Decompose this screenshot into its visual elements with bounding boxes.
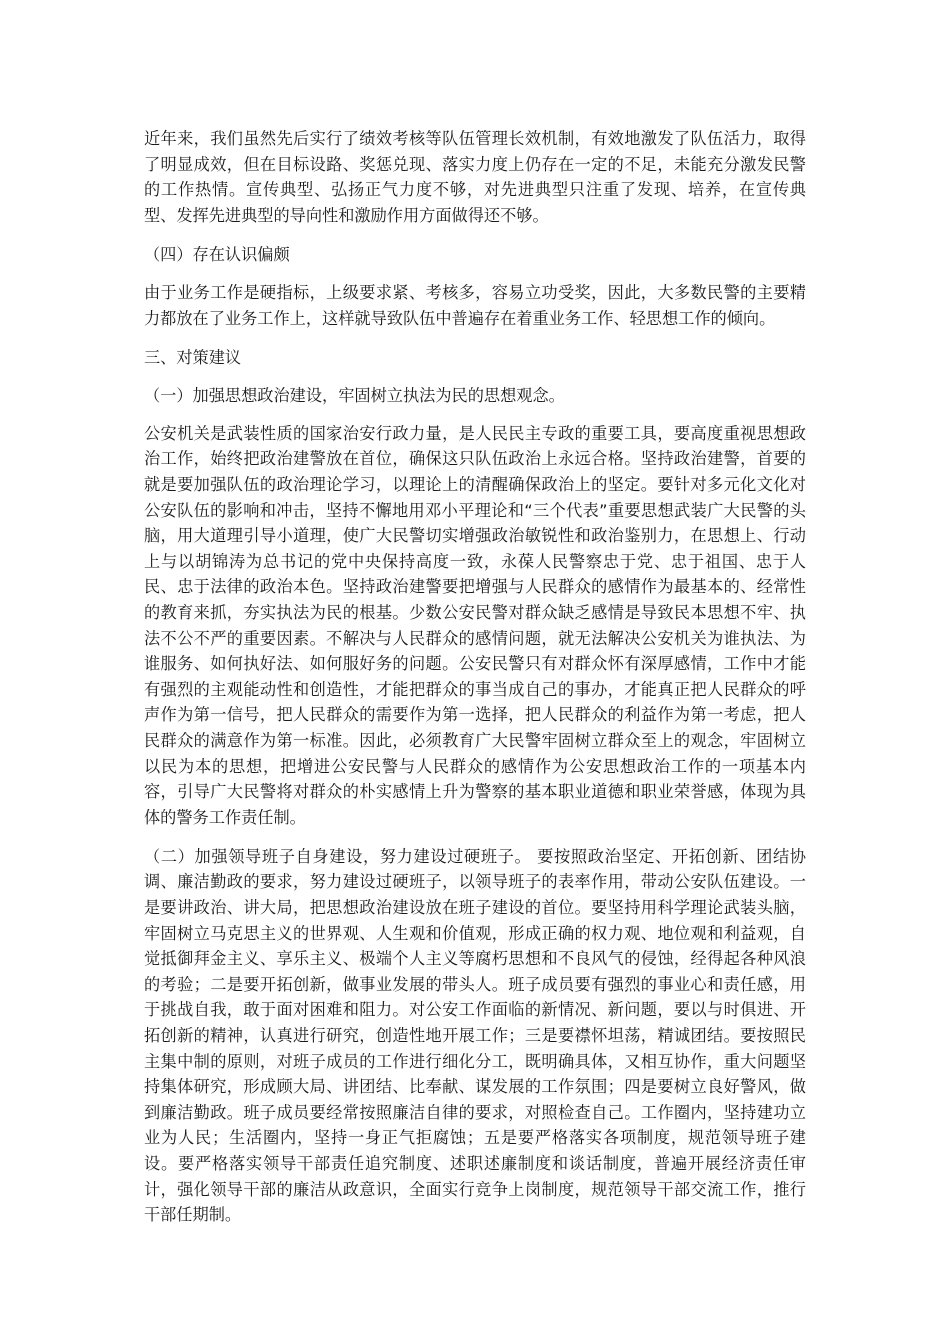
section-heading-cognitive-bias: （四）存在认识偏颇 <box>144 244 290 264</box>
paragraph-political-construction: 公安机关是武装性质的国家治安行政力量，是人民民主专政的重要工具，要高度重视思想政治工作，始终把政治建警放在首位，确保这只队伍政治上永远合格。坚持政治建警，首要的就是要加强队伍的政治理论学习，以理论上的清醒确保政治上的坚定。要针对多元化文化对公安队伍的影响和冲击，坚持不懈地用邓小平理论和“三个代表”重要思想武装广大民警的头脑，用大道理引导小道理，使广大民警切实增强政治敏锐性和政治鉴别力，在思想上、行动上与以胡锦涛为总书记的党中央保持高度一致，永葆人民警察忠于党、忠于祖国、忠于人民、忠于法律的政治本色。坚持政治建警要把增强与人民群众的感情作为最基本的、经常性的教育来抓，夯实执法为民的根基。少数公安民警对群众缺乏感情是导致民本思想不牢、执法不公不严的重要因素。不解决与人民群众的感情问题，就无法解决公安机关为谁执法、为谁服务、如何执好法、如何服好务的问题。公安民警只有对群众怀有深厚感情，工作中才能有强烈的主观能动性和创造性，才能把群众的事当成自己的事办，才能真正把人民群众的呼声作为第一信号，把人民群众的需要作为第一选择，把人民群众的利益作为第一考虑，把人民群众的满意作为第一标准。因此，必须教育广大民警牢固树立群众至上的观念，牢固树立以民为本的思想，把增进公安民警与人民群众的感情作为公安思想政治工作的一项基本内容，引导广大民警将对群众的朴实感情上升为警察的基本职业道德和职业荣誉感，体现为具体的警务工作责任制。 <box>144 423 806 827</box>
paragraph-leadership-construction: （二）加强领导班子自身建设，努力建设过硬班子。 要按照政治坚定、开拓创新、团结协调、廉洁勤政的要求，努力建设过硬班子，以领导班子的表率作用，带动公安队伍建设。一是要讲政治、讲大局，把思想政治建设放在班子建设的首位。要坚持用科学理论武装头脑，牢固树立马克思主义的世界观、人生观和价值观，形成正确的权力观、地位观和利益观，自觉抵御拜金主义、享乐主义、极端个人主义等腐朽思想和不良风气的侵蚀，经得起各种风浪的考验；二是要开拓创新，做事业发展的带头人。班子成员要有强烈的事业心和责任感，用于挑战自我，敢于面对困难和阻力。对公安工作面临的新情况、新问题，要以与时俱进、开拓创新的精神，认真进行研究，创造性地开展工作；三是要襟怀坦荡，精诚团结。要按照民主集中制的原则，对班子成员的工作进行细化分工，既明确具体，又相互协作，重大问题坚持集体研究，形成顾大局、讲团结、比奉献、谋发展的工作氛围；四是要树立良好警风，做到廉洁勤政。班子成员要经常按照廉洁自律的要求，对照检查自己。工作圈内，坚持建功立业为人民；生活圈内，坚持一身正气拒腐蚀；五是要严格落实各项制度，规范领导班子建设。要严格落实领导干部责任追究制度、述职述廉制度和谈话制度，普遍开展经济责任审计，强化领导干部的廉洁从政意识，全面实行竞争上岗制度，规范领导干部交流工作，推行干部任期制。 <box>144 846 806 1225</box>
paragraph-performance-review: 近年来，我们虽然先后实行了绩效考核等队伍管理长效机制，有效地激发了队伍活力，取得了明显成效，但在目标设路、奖惩兑现、落实力度上仍存在一定的不足，未能充分激发民警的工作热情。宣传典型、弘扬正气力度不够，对先进典型只注重了发现、培养，在宣传典型、发挥先进典型的导向性和激励作用方面做得还不够。 <box>144 129 806 225</box>
section-heading-countermeasures: 三、对策建议 <box>144 347 242 367</box>
paragraph-business-focus: 由于业务工作是硬指标，上级要求紧、考核多，容易立功受奖，因此，大多数民警的主要精力都放在了业务工作上，这样就导致队伍中普遍存在着重业务工作、轻思想工作的倾向。 <box>144 282 806 328</box>
document-body <box>144 126 806 1241</box>
section-heading-political-construction: （一）加强思想政治建设，牢固树立执法为民的思想观念。 <box>144 385 565 405</box>
